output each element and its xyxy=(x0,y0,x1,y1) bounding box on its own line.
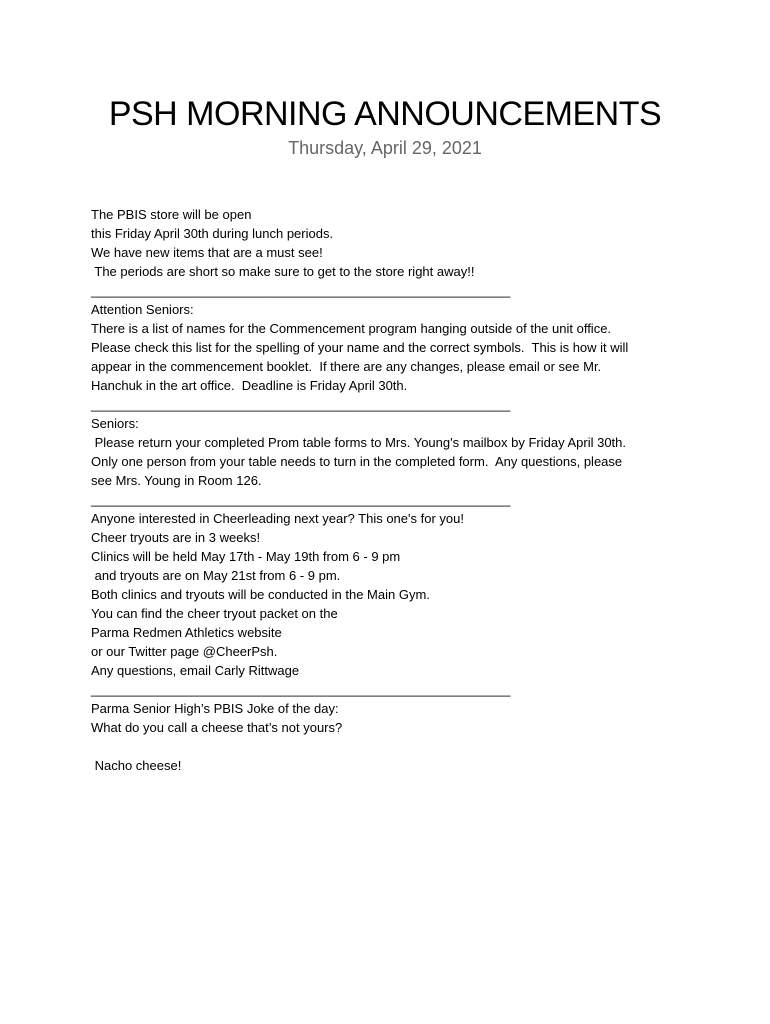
section-divider: __________________________________________________________ xyxy=(91,682,511,697)
text-line: We have new items that are a must see! xyxy=(91,245,323,260)
section-cheerleading xyxy=(91,509,691,680)
section-divider: __________________________________________________________ xyxy=(91,397,511,412)
section-joke xyxy=(91,699,691,775)
text-line: Only one person from your table needs to turn in the completed form. Any questions, please xyxy=(91,454,623,469)
text-line: this Friday April 30th during lunch periods. xyxy=(91,226,334,241)
text-line: Clinics will be held May 17th - May 19th from 6 - 9 pm xyxy=(91,549,401,564)
text-line: and tryouts are on May 21st from 6 - 9 pm. xyxy=(91,568,341,583)
text-line: There is a list of names for the Commencement program hanging outside of the unit office. xyxy=(91,321,612,336)
joke-answer: Nacho cheese! xyxy=(91,758,182,773)
announcement-body xyxy=(91,205,691,775)
text-line: Cheer tryouts are in 3 weeks! xyxy=(91,530,261,545)
text-line: Any questions, email Carly Rittwage xyxy=(91,663,300,678)
section-heading: Attention Seniors: xyxy=(91,302,194,317)
text-line: Parma Redmen Athletics website xyxy=(91,625,282,640)
announcement-date: Thursday, April 29, 2021 xyxy=(288,138,482,158)
text-line: appear in the commencement booklet. If there are any changes, please email or see Mr. xyxy=(91,359,602,374)
text-line: see Mrs. Young in Room 126. xyxy=(91,473,262,488)
joke-question: What do you call a cheese that’s not yours? xyxy=(91,720,343,735)
section-pbis-store xyxy=(91,205,691,281)
text-line: You can find the cheer tryout packet on the xyxy=(91,606,338,621)
section-heading: Seniors: xyxy=(91,416,139,431)
section-attention-seniors xyxy=(91,300,691,395)
blank-line xyxy=(91,737,691,756)
section-seniors-prom xyxy=(91,414,691,490)
text-line: Please check this list for the spelling of your name and the correct symbols. This is how it will xyxy=(91,340,629,355)
text-line: Hanchuk in the art office. Deadline is Friday April 30th. xyxy=(91,378,408,393)
text-line: Both clinics and tryouts will be conducted in the Main Gym. xyxy=(91,587,430,602)
section-heading: Parma Senior High’s PBIS Joke of the day: xyxy=(91,701,339,716)
text-line: Please return your completed Prom table forms to Mrs. Young's mailbox by Friday April 30th. xyxy=(91,435,627,450)
section-divider: __________________________________________________________ xyxy=(91,492,511,507)
text-line: or our Twitter page @CheerPsh. xyxy=(91,644,278,659)
text-line: The periods are short so make sure to get to the store right away!! xyxy=(91,264,475,279)
section-heading: Anyone interested in Cheerleading next year? This one's for you! xyxy=(91,511,464,526)
page-title: PSH MORNING ANNOUNCEMENTS xyxy=(108,95,662,133)
section-divider: __________________________________________________________ xyxy=(91,283,511,298)
text-line: The PBIS store will be open xyxy=(91,207,252,222)
